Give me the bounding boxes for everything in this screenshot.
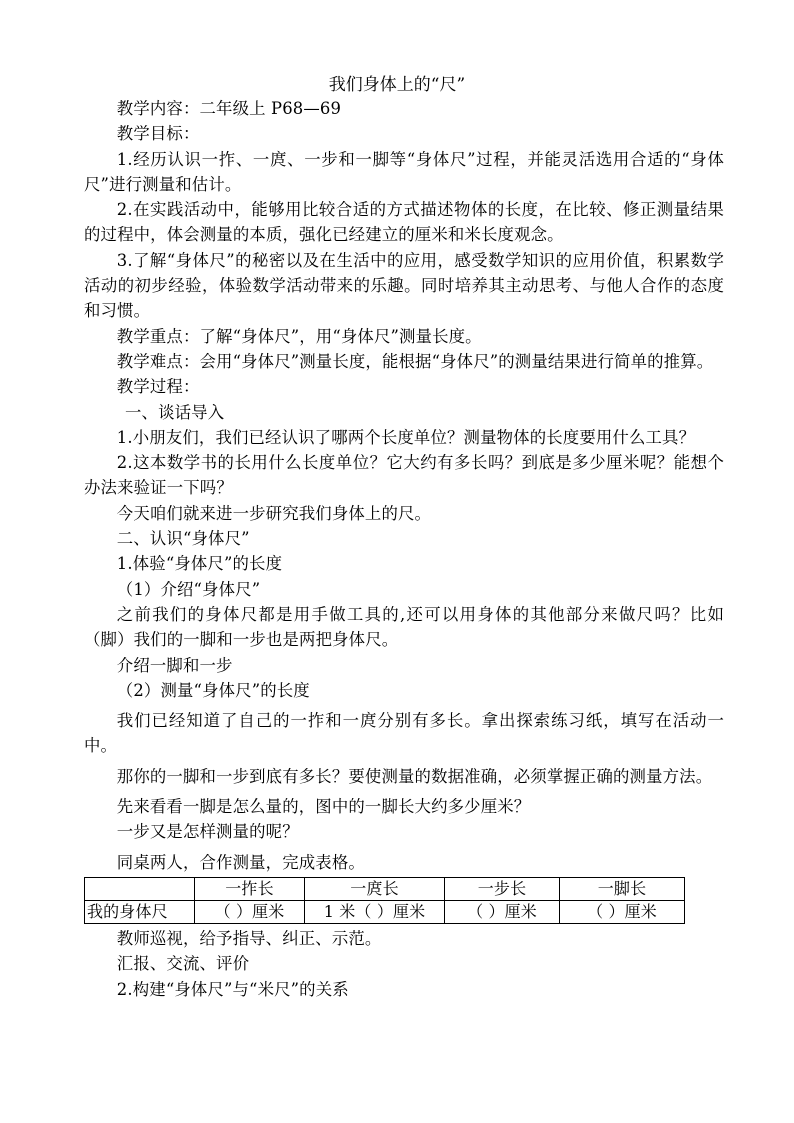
objective-2: 2.在实践活动中，能够用比较合适的方式描述物体的长度，在比较、修正测量结果的过程中，体会测量的本质，强化已经建立的厘米和米长度观念。 [84, 200, 724, 245]
body-ruler-intro: 之前我们的身体尺都是用手做工具的,还可以用身体的其他部分来做尺吗？比如（脚）我们的一脚和一步也是两把身体尺。 [84, 604, 724, 650]
table-cell: （ ）厘米 [445, 900, 560, 923]
step-2-heading: （2）测量“身体尺”的长度 [116, 680, 310, 700]
step-1-heading: （1）介绍“身体尺” [116, 579, 261, 599]
difficulty-point: 教学难点：会用“身体尺”测量长度，能根据“身体尺”的测量结果进行简单的推算。 [116, 351, 714, 371]
intro-transition: 今天咱们就来进一步研究我们身体上的尺。 [116, 503, 432, 523]
table-header-cell: 一步长 [445, 877, 560, 900]
step-question: 一步又是怎样测量的呢？ [116, 822, 299, 842]
section-2-heading: 二、认识“身体尺” [116, 529, 250, 549]
teacher-guidance: 教师巡视，给予指导、纠正、示范。 [116, 928, 382, 948]
objective-1: 1.经历认识一拃、一庹、一步和一脚等“身体尺”过程，并能灵活选用合适的“身体尺”进行测量和估计。 [84, 149, 724, 194]
table-header-row [85, 877, 685, 900]
report-exchange: 汇报、交流、评价 [116, 954, 250, 974]
measurement-table [84, 877, 685, 924]
table-cell: （ ）厘米 [195, 900, 305, 923]
objective-3: 3.了解“身体尺”的秘密以及在生活中的应用，感受数学知识的应用价值，积累数学活动的初步经验，体验数学活动带来的乐趣。同时培养其主动思考、与他人合作的态度和习惯。 [84, 250, 724, 321]
table-instruction: 同桌两人，合作测量，完成表格。 [116, 852, 365, 872]
key-point: 教学重点：了解“身体尺”，用“身体尺”测量长度。 [116, 326, 482, 346]
table-header-cell [85, 877, 195, 900]
section-1-heading: 一、谈话导入 [125, 402, 225, 422]
subsection-1-heading: 1.体验“身体尺”的长度 [116, 554, 283, 574]
teaching-content: 教学内容：二年级上 P68—69 [116, 99, 342, 118]
page-title: 我们身体上的“尺” [328, 75, 466, 95]
foot-step-intro: 介绍一脚和一步 [116, 655, 233, 675]
measure-paragraph-1: 我们已经知道了自己的一拃和一庹分别有多长。拿出探索练习纸，填写在活动一中。 [84, 711, 724, 756]
table-row [85, 900, 685, 923]
process-heading: 教学过程： [116, 377, 200, 397]
table-row-label: 我的身体尺 [85, 900, 195, 923]
intro-question-2: 2.这本数学书的长用什么长度单位？它大约有多长吗？到底是多少厘米呢？能想个办法来验证一下吗？ [84, 453, 724, 498]
table-cell: 1 米（ ）厘米 [305, 900, 445, 923]
objectives-heading: 教学目标： [116, 124, 200, 144]
measure-paragraph-2: 那你的一脚和一步到底有多长？要使测量的数据准确，必须掌握正确的测量方法。 [116, 766, 713, 786]
foot-question: 先来看看一脚是怎么量的，图中的一脚长大约多少厘米？ [116, 797, 531, 817]
table-header-cell: 一脚长 [560, 877, 685, 900]
subsection-2-heading: 2.构建“身体尺”与“米尺”的关系 [116, 979, 349, 999]
table-header-cell: 一庹长 [305, 877, 445, 900]
table-cell: （ ）厘米 [560, 900, 685, 923]
intro-question-1: 1.小朋友们，我们已经认识了哪两个长度单位？测量物体的长度要用什么工具？ [116, 427, 696, 447]
table-header-cell: 一拃长 [195, 877, 305, 900]
document-body [84, 96, 724, 1002]
